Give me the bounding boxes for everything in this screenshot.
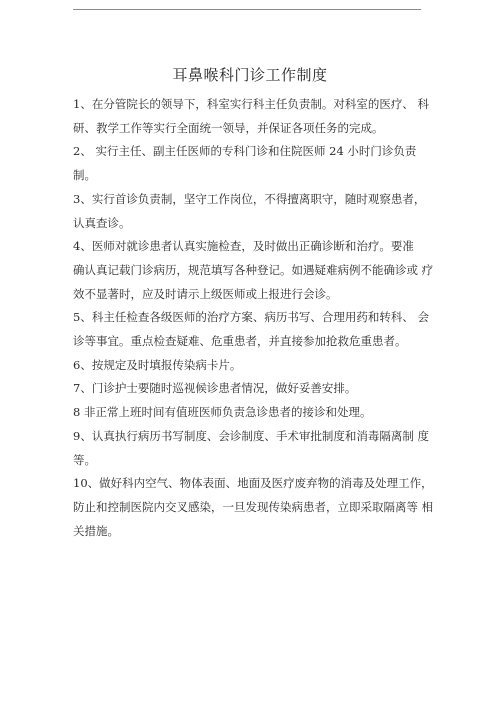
text-line: 制。 bbox=[73, 168, 96, 183]
text-line: 5、科主任检查各级医师的治疗方案、病历书写、合理用药和转科、 会 bbox=[73, 310, 429, 325]
text-line: 确认真记载门诊病历，规范填写各种登记。如遇疑难病例不能确诊或 疗 bbox=[73, 262, 434, 277]
text-line: 10、做好科内空气、物体表面、地面及医疗废弃物的消毒及处理工作， bbox=[73, 476, 433, 491]
text-line: 9、认真执行病历书写制度、会诊制度、手术审批制度和消毒隔离制 度 bbox=[73, 428, 429, 443]
text-line: 效不显著时，应及时请示上级医师或上报进行会诊。 bbox=[73, 286, 338, 301]
text-line: 8 非正常上班时间有值班医师负责急诊患者的接诊和处理。 bbox=[73, 405, 372, 420]
text-line: 防止和控制医院内交叉感染，一旦发现传染病患者，立即采取隔离等 相 bbox=[73, 499, 434, 514]
text-line: 2、 实行主任、副主任医师的专科门诊和住院医师 24 小时门诊负责 bbox=[73, 144, 417, 159]
document-body bbox=[73, 93, 433, 543]
text-line: 等。 bbox=[73, 452, 96, 467]
text-line: 1、在分管院长的领导下，科室实行科主任负责制。对科室的医疗、 科 bbox=[73, 97, 429, 111]
text-line: 4、医师对就诊患者认真实施检查，及时做出正确诊断和治疗。要准 bbox=[73, 239, 414, 254]
text-line: 3、实行首诊负责制，坚守工作岗位，不得擅离职守，随时观察患者， bbox=[73, 191, 426, 206]
text-line: 认真查诊。 bbox=[73, 215, 131, 230]
top-rule bbox=[73, 9, 421, 10]
page-title: 耳鼻喉科门诊工作制度 bbox=[172, 66, 328, 84]
text-line: 研、教学工作等实行全面统一领导，并保证各项任务的完成。 bbox=[73, 120, 384, 135]
text-line: 诊等事宜。重点检查疑难、危重患者，并直接参加抢救危重患者。 bbox=[73, 334, 407, 349]
text-line: 关措施。 bbox=[73, 523, 119, 538]
text-line: 7、门诊护士要随时巡视候诊患者情况，做好妥善安排。 bbox=[73, 381, 357, 396]
text-line: 6、按规定及时填报传染病卡片。 bbox=[73, 357, 242, 372]
